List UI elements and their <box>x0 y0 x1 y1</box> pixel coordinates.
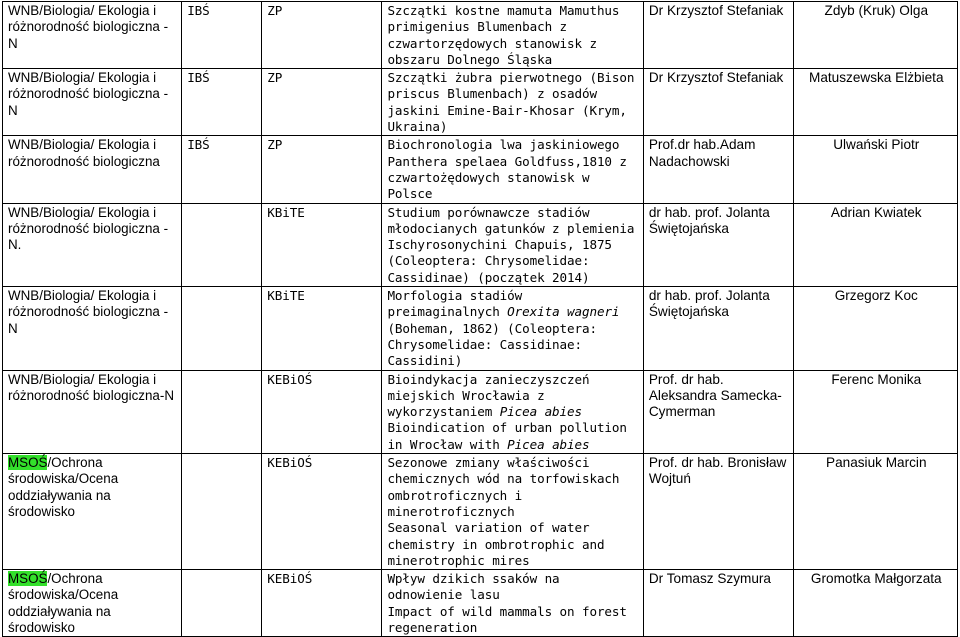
author-cell: Matuszewska Elżbieta <box>793 69 957 136</box>
type-cell: ZP <box>262 2 382 69</box>
table-row <box>3 203 958 286</box>
dept-cell <box>182 203 262 286</box>
unit-cell: WNB/Biologia/ Ekologia i różnorodność biologiczna - N <box>3 69 182 136</box>
highlight-mark: MSOŚ <box>8 455 48 471</box>
title-cell: Sezonowe zmiany właściwości chemicznych wód na torfowiskach ombrotroficznych i minerotroficznych Seasonal variation of water chemistry in ombrotrophic and minerotrophic mires <box>382 454 643 570</box>
supervisor-cell: dr hab. prof. Jolanta Świętojańska <box>643 203 793 286</box>
author-cell: Zdyb (Kruk) Olga <box>793 2 957 69</box>
unit-cell: WNB/Biologia/ Ekologia i różnorodność biologiczna-N <box>3 370 182 453</box>
dept-cell: IBŚ <box>182 136 262 203</box>
supervisor-cell: Dr Krzysztof Stefaniak <box>643 69 793 136</box>
table-row <box>3 136 958 203</box>
unit-cell: MSOŚ/Ochrona środowiska/Ocena oddziaływania na środowisko <box>3 570 182 637</box>
unit-cell: MSOŚ/Ochrona środowiska/Ocena oddziaływania na środowisko <box>3 454 182 570</box>
dept-cell <box>182 370 262 453</box>
author-cell: Ferenc Monika <box>793 370 957 453</box>
type-cell: ZP <box>262 69 382 136</box>
author-cell: Gromotka Małgorzata <box>793 570 957 637</box>
highlight-mark: MSOŚ <box>8 571 48 587</box>
type-cell: KEBiOŚ <box>262 454 382 570</box>
type-cell: KEBiOŚ <box>262 370 382 453</box>
type-cell: ZP <box>262 136 382 203</box>
title-cell: Studium porównawcze stadiów młodocianych gatunków z plemienia Ischyrosonychini Chapuis, 1875 (Coleoptera: Chrysomelidae: Cassidinae) (początek 2014) <box>382 203 643 286</box>
author-cell: Adrian Kwiatek <box>793 203 957 286</box>
title-cell: Biochronologia lwa jaskiniowego Panthera spelaea Goldfuss,1810 z czwartożędowych stanowisk w Polsce <box>382 136 643 203</box>
unit-cell: WNB/Biologia/ Ekologia i różnorodność biologiczna - N <box>3 2 182 69</box>
table-row <box>3 287 958 370</box>
type-cell: KBiTE <box>262 287 382 370</box>
unit-cell: WNB/Biologia/ Ekologia i różnorodność biologiczna - N <box>3 287 182 370</box>
supervisor-cell: Dr Tomasz Szymura <box>643 570 793 637</box>
dept-cell: IBŚ <box>182 2 262 69</box>
title-cell: Wpływ dzikich ssaków na odnowienie lasu Impact of wild mammals on forest regeneration <box>382 570 643 637</box>
table-row <box>3 2 958 69</box>
supervisor-cell: dr hab. prof. Jolanta Świętojańska <box>643 287 793 370</box>
author-cell: Panasiuk Marcin <box>793 454 957 570</box>
type-cell: KEBiOŚ <box>262 570 382 637</box>
theses-table <box>2 1 958 637</box>
dept-cell <box>182 454 262 570</box>
title-cell: Morfologia stadiów preimaginalnych Orexita wagneri (Boheman, 1862) (Coleoptera: Chrysomelidae: Cassidinae: Cassidini) <box>382 287 643 370</box>
table-row <box>3 454 958 570</box>
title-cell: Bioindykacja zanieczyszczeń miejskich Wrocławia z wykorzystaniem Picea abies Bioindication of urban pollution in Wrocław with Picea abies <box>382 370 643 453</box>
table-row <box>3 370 958 453</box>
dept-cell: IBŚ <box>182 69 262 136</box>
unit-cell: WNB/Biologia/ Ekologia i różnorodność biologiczna <box>3 136 182 203</box>
unit-cell: WNB/Biologia/ Ekologia i różnorodność biologiczna - N. <box>3 203 182 286</box>
author-cell: Grzegorz Koc <box>793 287 957 370</box>
type-cell: KBiTE <box>262 203 382 286</box>
supervisor-cell: Prof. dr hab. Aleksandra Samecka-Cymerman <box>643 370 793 453</box>
supervisor-cell: Prof. dr hab. Bronisław Wojtuń <box>643 454 793 570</box>
dept-cell <box>182 570 262 637</box>
author-cell: Ulwański Piotr <box>793 136 957 203</box>
title-cell: Szczątki żubra pierwotnego (Bison priscus Blumenbach) z osadów jaskini Emine-Bair-Khosar (Krym, Ukraina) <box>382 69 643 136</box>
supervisor-cell: Dr Krzysztof Stefaniak <box>643 2 793 69</box>
table-row <box>3 69 958 136</box>
dept-cell <box>182 287 262 370</box>
table-row <box>3 570 958 637</box>
supervisor-cell: Prof.dr hab.Adam Nadachowski <box>643 136 793 203</box>
title-cell: Szczątki kostne mamuta Mamuthus primigenius Blumenbach z czwartorzędowych stanowisk z obszaru Dolnego Śląska <box>382 2 643 69</box>
